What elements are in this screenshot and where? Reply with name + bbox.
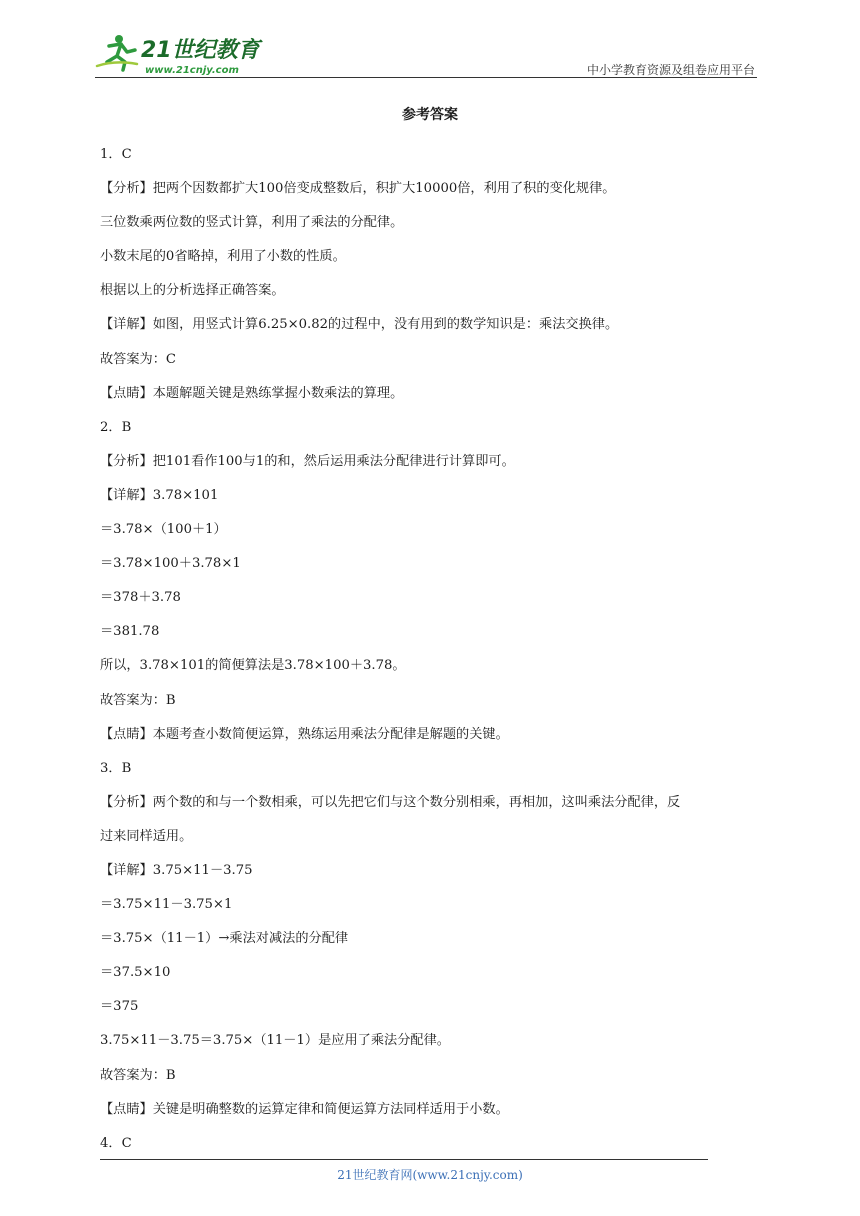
text-line: 【点睛】关键是明确整数的运算定律和简便运算方法同样适用于小数。 <box>100 1101 509 1117</box>
text-line: ＝3.78×（100＋1） <box>100 522 227 538</box>
text-line: 小数末尾的0省略掉，利用了小数的性质。 <box>100 249 346 265</box>
text-line: 根据以上的分析选择正确答案。 <box>100 283 285 299</box>
text-line: 【详解】3.78×101 <box>100 487 219 503</box>
text-line: 过来同样适用。 <box>100 828 193 844</box>
text-line: 故答案为：B <box>100 692 176 708</box>
logo-url: www.21cnjy.com <box>145 65 239 76</box>
text-line: 【分析】把101看作100与1的和，然后运用乘法分配律进行计算即可。 <box>100 453 515 469</box>
text-line: 【点睛】本题考查小数简便运算，熟练运用乘法分配律是解题的关键。 <box>100 726 509 742</box>
text-line: 【分析】把两个因数都扩大100倍变成整数后，积扩大10000倍，利用了积的变化规律。 <box>100 181 616 197</box>
text-line: 所以，3.78×101的简便算法是3.78×100＋3.78。 <box>100 658 406 674</box>
text-line: ＝37.5×10 <box>100 965 171 981</box>
text-line: 【详解】如图，用竖式计算6.25×0.82的过程中，没有用到的数学知识是：乘法交换律。 <box>100 317 619 333</box>
text-line: ＝3.75×11－3.75×1 <box>100 897 233 913</box>
platform-name: 中小学教育资源及组卷应用平台 <box>586 63 755 77</box>
text-line: 3．B <box>100 760 132 776</box>
text-line: 【分析】两个数的和与一个数相乘，可以先把它们与这个数分别相乘，再相加，这叫乘法分配律，反 <box>100 794 681 810</box>
text-line: 【详解】3.75×11－3.75 <box>100 862 253 878</box>
runner-icon <box>97 35 137 70</box>
text-line: 3.75×11－3.75＝3.75×（11－1）是应用了乘法分配律。 <box>100 1033 450 1049</box>
answer-content <box>100 138 765 1161</box>
header-divider <box>95 77 757 78</box>
text-line: ＝3.75×（11－1）→乘法对减法的分配律 <box>100 931 349 947</box>
page-title: 参考答案 <box>402 107 458 123</box>
text-line: ＝3.78×100＋3.78×1 <box>100 556 241 572</box>
footer-divider <box>100 1159 708 1160</box>
text-line: 2．B <box>100 419 132 435</box>
text-line: 4．C <box>100 1135 132 1151</box>
text-line: ＝378＋3.78 <box>100 590 181 606</box>
page-footer: 21世纪教育网(www.21cnjy.com) <box>337 1168 523 1182</box>
21cnjy-logo <box>95 30 265 78</box>
text-line: 1．C <box>100 147 132 162</box>
logo-text: 21世纪教育 <box>141 38 260 63</box>
text-line: ＝375 <box>100 999 139 1015</box>
page-header <box>95 30 757 78</box>
text-line: ＝381.78 <box>100 624 160 640</box>
text-line: 【点睛】本题解题关键是熟练掌握小数乘法的算理。 <box>100 385 404 401</box>
text-line: 三位数乘两位数的竖式计算，利用了乘法的分配律。 <box>100 215 404 231</box>
text-line: 故答案为：C <box>100 351 177 367</box>
text-line: 故答案为：B <box>100 1067 176 1083</box>
